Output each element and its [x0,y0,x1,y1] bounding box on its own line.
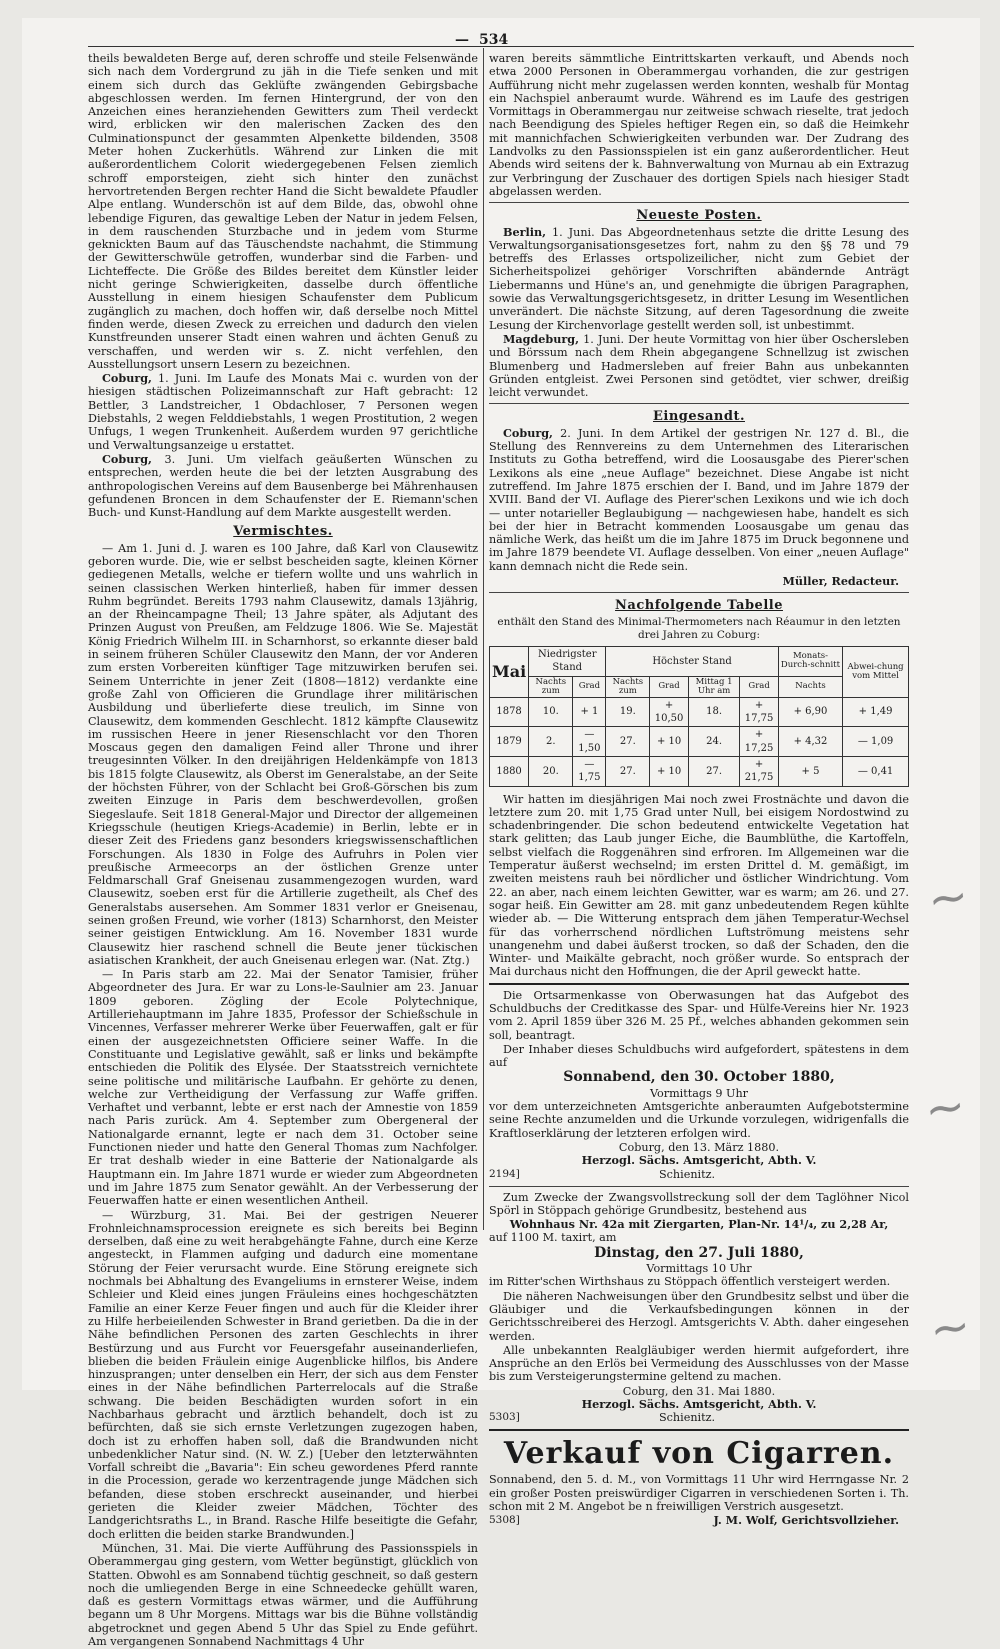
table-title: Nachfolgende Tabelle [615,598,783,614]
pencil-mark: ~ [926,1297,974,1359]
notice-time: Vormittags 10 Uhr [646,1262,752,1276]
notice-text: auf 1100 M. taxirt, am [489,1231,617,1245]
weather-report: Wir hatten im diesjährigen Mai noch zwei Frostnächte und davon die letztere zum 20. mit 1,75 Grad unter Null, bei eisigem Nordostwind zu schadenbringender. Die schon bedeutend entwickelte Vegetation hat stark gelitten; das Laub junger Eiche, die Baumblüthe, die Kartoffeln, selbst vielfach die Roggenähren sind erfroren. Im Allgemeinen war die Temperatur äußerst wechselnd; im ersten Drittel d. M. gemäßigt, im zweiten meistens rauh bei nördlicher und östlicher Windrichtung. Vom 22. an aber, nach einem leichten Gewitter, war es warm; am 26. und 27. sogar heiß. Ein Gewitter am 28. mit ganz unbedeutendem Regen kühlte wieder ab. — Die Witterung entsprach dem jähen Temperatur-Wechsel für das vorherrschend nördlichen Luftströmung meistens sehr unangenehm und dabei äußerst trocken, so daß der Schaden, den die Winter- und Maikälte gebracht, noch größer wurde. So entsprach der Mai durchaus nicht den Hoffnungen, die der April geweckt hatte. [489,792,909,979]
ad-cigarren [489,1437,909,1528]
notice-date: Sonnabend, den 30. October 1880, [563,1069,835,1086]
table-cell: 20. [529,756,573,786]
ad-title: Verkauf von Cigarren. [503,1436,895,1472]
table-cell: — 1,09 [843,727,909,757]
notice-number: 5303] [489,1411,520,1424]
table-subheader: Nachts zum [529,676,573,697]
article-wuerzburg: — Würzburg, 31. Mai. Bei der gestrigen Neuerer Frohnleichnamsprocession ereignete es sich bereits bei Beginn derselben, daß eine zu weit herabgehängte Fahne, durch eine Kerze angesteckt, in Flammen aufging und dadurch eine momentane Störung der Feier verursacht wurde. Eine Störung ereignete sich nochmals bei Abhaltung des Evangeliums in ernsterer Weise, indem Schleier und Kleid eines jungen Fräuleins eines hochgeschätzten Familie an einer Kerze Feuer fingen und auch für die Kleider ihrer zu Hilfe herbeieilenden Schwester in Brand gerietben. Da die in der Nähe befindlichen Personen des zarten Geschlechts in ihrer Bestürzung und aus Furcht vor Feuersgefahr auseinanderliefen, blieben die beiden Fräulein einige Augenblicke hilflos, bis Andere hinzusprangen; unter denselben ein Herr, der sich aus dem Fenster eines in der Nähe befindlichen Parterrelocals auf die Straße schwang. Die beiden Beschädigten wurden sofort in ein Nachbarhaus gebracht und ärztlich behandelt, doch ist zu befürchten, daß sie sich ernste Verletzungen zugezogen haben, doch ist zu erhoffen haben soll, daß die Brandwunden nicht unbedenklicher Natur sind. (N. W. Z.) [Ueber den letzterwähnten Vorfall schreibt die „Bavaria": Ein scheu gewordenes Pferd rannte in die Procession, gerade wo kerzentragende junge Mädchen sich befanden, diese stoben erschreckt auseinander, und hierbei gerieten die Kleider zweier Mädchen, Töchter des Landgerichtsraths L., in Brand. Rasche Hilfe beseitigte die Gefahr, doch erlitten die beiden starke Brandwunden.] [88,1208,478,1541]
section-neueste-posten: Neueste Posten. [636,208,762,224]
notice-signature: Herzogl. Sächs. Amtsgericht, Abth. V. [581,1397,817,1412]
notice-aufgebot [489,989,909,1182]
divider [489,1429,909,1431]
left-column [88,52,478,1649]
table-cell: + 10 [650,756,688,786]
table-row [490,697,909,727]
column-separator [483,48,484,1230]
divider [489,202,909,203]
table-cell: + 10 [650,727,688,757]
table-subheader: Nachts zum [606,676,650,697]
divider [489,983,909,985]
ad-text: Sonnabend, den 5. d. M., von Vormittags 11 Uhr wird Herrngasse Nr. 2 ein großer Posten preiswürdiger Cigarren in verschiedenen Sorten i. Th. schon mit 2 M. Angebot be n freiwilligen Verstrich ausgesetzt. [489,1473,909,1513]
page-number: — 534 [455,32,509,48]
notice-official: Schienitz. [659,1411,716,1425]
section-eingesandt: Eingesandt. [653,409,745,425]
table-subheader: Nachts [778,676,842,697]
table-subheader: Grad [573,676,606,697]
table-cell: — 1,50 [573,727,606,757]
table-cell: 2. [529,727,573,757]
notice-text: vor dem unterzeichneten Amtsgerichte anberaumten Aufgebotstermine seine Rechte anzumelden und die Urkunde vorzulegen, widrigenfalls die Kraftloserklärung der letzteren erfolgen wird. [489,1100,909,1140]
notice-number: 2194] [489,1167,520,1180]
table-cell: — 0,41 [843,756,909,786]
table-header-dev: Abwei-chung vom Mittel [843,647,909,698]
notice-text: Zum Zwecke der Zwangsvollstreckung soll der dem Taglöhner Nicol Spörl in Stöppach gehörige Grundbesitz, bestehend aus [489,1190,909,1217]
table-cell: 18. [688,697,740,727]
section-vermischtes: Vermischtes. [233,524,333,540]
notice-text: Die Ortsarmenkasse von Oberwasungen hat das Aufgebot des Schuldbuchs der Creditkasse des Spar- und Hülfe-Vereins hier Nr. 1923 vom 2. April 1859 über 326 M. 25 Pf., welches abhanden gekommen sein soll, beantragt. [489,988,909,1042]
table-cell: 24. [688,727,740,757]
notice-text: Der Inhaber dieses Schuldbuchs wird aufgefordert, spätestens in dem auf [489,1042,909,1070]
pencil-mark: ~ [924,867,972,929]
table-subheader: Grad [650,676,688,697]
article-clausewitz: — Am 1. Juni d. J. waren es 100 Jahre, daß Karl von Clausewitz geboren wurde. Die, wie er selbst bescheiden sagte, kleinen Körner gediegenen Metalls, welche er tiefern wollte und uns wahrlich in seinen classischen Werken hinterließ, haben für immer dessen Ruhm begründet. Bereits 1793 nahm Clausewitz, damals 13jährig, an der Rheincampagne Theil; 13 Jahre später, als Adjutant des Prinzen August von Preußen, am Feldzuge 1806. Wie Se. Majestät König Friedrich Wilhelm III. in Scharnhorst, so erkannte dieser bald in seinem früheren Schüler Clausewitz den Mann, der vor Anderen zum ersten Vorbereiten künftiger Tage mitzuwirken berufen sei. Seinem Unterrichte in jener Zeit (1808—1812) verdankte eine große Zahl von Officieren die Grundlage ihrer militärischen Ausbildung und überlieferte diese treulich, im Sinne von Clausewitz, dem kommenden Geschlecht. 1812 kämpfte Clausewitz im russischen Heere in jener Riesenschlacht vor den Thoren Moscaus gegen den damaligen Feind aller Throne und ihrer treugesinnten Völker. In den dreijährigen Heldenkämpfe von 1813 bis 1815 folgte Clausewitz, als Oberst im Generalstabe, an der Seite der höchsten Führer, von der Schlacht bei Groß-Görschen bis zum zweiten Einzuge in Paris dem beschwerdevollen, großen Siegeslaufe. Seit 1818 General-Major und Director der allgemeinen Kriegsschule (heutigen Kriegs-Academie) in Berlin, lebte er in dieser Zeit des Friedens ganz besonders kriegswissenschaftlichen Forschungen. Als 1830 in Folge des Aufruhrs in Polen vier preußische Armeecorps an der östlichen Grenze unter Feldmarschall Graf Gneisenau zusammengezogen wurden, ward Clausewitz, soeben erst für die Artillerie zugetheilt, als Chef des Generalstabs ausersehen. Am Sommer 1831 verlor er Gneisenau, seinen großen Freund, wie vorher (1813) Scharnhorst, den Meister seiner geistigen Entwicklung. Am 16. November 1831 wurde Clausewitz hier raschend schnell die Beute jener tückischen asiatischen Krankheit, der auch Gneisenau erlegen war. (Nat. Ztg.) [88,541,478,967]
notice-signature: Herzogl. Sächs. Amtsgericht, Abth. V. [581,1153,817,1168]
table-cell: + 1 [573,697,606,727]
notice-text: im Ritter'schen Wirthshaus zu Stöppach öffentlich versteigert werden. [489,1275,891,1289]
temperature-table [489,646,909,786]
article-muenchen: München, 31. Mai. Die vierte Aufführung des Passionsspiels in Oberammergau ging gestern, vom Wetter begünstigt, glücklich von Statten. Obwohl es am Sonnabend tüchtig geschneit, so daß gestern noch die umliegenden Berge in eine Schneedecke gehüllt waren, daß es gestern Vormittags etwas wärmer, und die Aufführung begann um 8 Uhr Morgens. Mittags war bis die Bühne vollständig abgetrocknet und gegen Abend 5 Uhr das Spiel zu Ende geführt. Am vergangenen Sonnabend Nachmittags 4 Uhr [88,1541,478,1649]
table-body [490,697,909,786]
article-oberammergau-cont: waren bereits sämmtliche Eintrittskarten verkauft, und Abends noch etwa 2000 Personen in Oberammergau vorhanden, die zur gestrigen Aufführung nicht mehr zugelassen werden konnten, weshalb für Montag ein Nachspiel anberaumt wurde. Während es im Laufe des gestrigen Vormittags in Oberammergau nur zeitweise schwach rieselte, trat jedoch nach Beendigung des Spieles heftiger Regen ein, so daß die Heimkehr mit mannichfachen Schwierigkeiten verbunden war. Der Zudrang des Landvolks zu den Passionsspielen ist ein ganz außerordentlicher. Heut Abends wird seitens der k. Bahnverwaltung von Murnau ab ein Extrazug zur Verbringung der Zuschauer des dortigen Spiels nach hiesiger Stadt abgelassen werden. [489,52,909,198]
notice-text: Alle unbekannten Realgläubiger werden hiermit aufgefordert, ihre Ansprüche an den Erlös bei Vermeidung des Ausschlusses von der Masse bis zum Versteigerungstermine geltend zu machen. [489,1343,909,1384]
news-coburg-1: Coburg, 1. Juni. Im Laufe des Monats Mai c. wurden von der hiesigen städtischen Polizeimannschaft zur Haft gebracht: 12 Bettler, 3 Landstreicher, 1 Obdachloser, 7 Personen wegen Diebstahls, 2 wegen Felddiebstahls, 1 wegen Prostitution, 2 wegen Unfugs, 1 wegen Trunkenheit. Außerdem wurden 97 gerichtliche und Verwaltungsanzeige u erstattet. [88,371,479,452]
table-cell: + 17,25 [740,727,778,757]
right-column [489,52,909,1528]
table-cell: + 5 [778,756,842,786]
notice-date: Dinstag, den 27. Juli 1880, [594,1244,804,1261]
table-cell: 1880 [490,756,529,786]
news-magdeburg: Magdeburg, 1. Juni. Der heute Vormittag von hier über Oschersleben und Börssum nach dem Rhein abgegangene Schnellzug ist zwischen Blumenberg und Hadmersleben auf freier Bahn aus unbekannten Gründen entgleist. Zwei Personen sind getödtet, vier schwer, dreißig leicht verwundet. [489,331,909,400]
divider [489,592,909,593]
table-cell: 1879 [490,727,529,757]
article-tamisier: — In Paris starb am 22. Mai der Senator Tamisier, früher Abgeordneter des Jura. Er war zu Lons-le-Saulnier am 23. Januar 1809 geboren. Zögling der Ecole Polytechnique, Artilleriehauptmann im Jahre 1835, Professor der Schießschule in Vincennes, Verfasser mehrerer Werke über Feuerwaffen, galt er für einen der ausgezeichnetsten Officiere seiner Waffe. In die Constituante und Legislative gewählt, saß er links und bekämpfte entschieden die Politik des Elysée. Der Staatsstreich vernichtete seine politische und militärische Laufbahn. Er gehörte zu denen, welche zur Vertheidigung der Verfassung zur Waffe griffen. Verhaftet und verbannt, lebte er erst nach der Amnestie von 1859 nach Paris zurück. Am 4. September zum Obergeneral der Nationalgarde ernannt, legte er nach dem 31. October seine Functionen nieder und hatte den General Thomas zum Nachfolger. Er trat deshalb wieder in eine Batterie der Nationalgarde als Hauptmann ein. Im Jahre 1871 wurde er wieder zum Abgeordneten und im Jahre 1875 zum Senator gewählt. An der Verbesserung der Feuerwaffen hatte er einen wesentlichen Antheil. [88,968,478,1208]
table-cell: + 10,50 [650,697,688,727]
notice-zwangsvollstreckung [489,1191,909,1426]
news-coburg-3: Coburg, 3. Juni. Um vielfach geäußerten Wünschen zu entsprechen, werden heute die bei der letzten Ausgrabung des anthropologischen Vereins auf dem Bausenberge bei Mährenhausen gefundenen Broncen in dem Schaufenster der E. Riemann'schen Buch- und Kunst-Handlung auf dem Markte ausgestellt werden. [88,451,478,520]
top-rule [88,46,914,47]
table-cell: 27. [606,727,650,757]
art-painting-text: theils bewaldeten Berge auf, deren schroffe und steile Felsenwände sich nach dem Vordergrund zu jäh in die Tiefe senken und mit einem sich durch das Geklüfte zwängenden Gebirgsbache abgeschlossen werden. Im fernen Hintergrund, der von den Anzeichen eines heranziehenden Gewitters zum Theil verdeckt wird, erblicken wir den malerischen Zacken des den Culminationspunct der gesammten Alpenkette bildenden, 3508 Meter hohen Zuckerhütls. Während zur Linken die mit außerordentlichem Colorit wiedergegebenen Felsen ziemlich schroff emporsteigen, zieht sich hinter den zunächst hervortretenden Bergen rechter Hand die Sicht bewaldete Pfaudler Alpe entlang. Wunderschön ist auf dem Bilde, das, obwohl ohne lebendige Figuren, das gewaltige Leben der Natur in jedem Felsen, in dem rauschenden Sturzbache und in jedem vom Sturme geknickten Baum auf das Täuschendste nachahmt, die Stimmung der Gewitterschwüle getroffen, wunderbar sind die Farben- und Lichteffecte. Die Größe des Bildes bereitet dem Künstler leider nicht geringe Schwierigkeiten, dasselbe durch öffentliche Ausstellung in einem hiesigen Schaufenster dem Publicum zugänglich zu machen, doch hoffen wir, daß derselbe noch Mittel finden werde, diesen Zweck zu erreichen und dadurch den vielen Kunstfreunden unserer Stadt einen wahren und ächten Genuß zu verschaffen, und werden wir s. Z. nicht verfehlen, den Ausstellungsort unsern Lesern zu bezeichnen. [88,52,478,371]
notice-property: Wohnhaus Nr. 42a mit Ziergarten, Plan-Nr. 14¹/₄, zu 2,28 Ar, [509,1217,889,1232]
table-cell: 27. [688,756,740,786]
table-row [490,756,909,786]
notice-place: Coburg, den 13. März 1880. [618,1140,780,1154]
table-cell: + 1,49 [843,697,909,727]
table-subheader: Grad [740,676,778,697]
news-berlin: Berlin, 1. Juni. Das Abgeordnetenhaus setzte die dritte Lesung des Verwaltungsorganisationsgesetzes fort, nahm zu den §§ 78 und 79 betreffs des Erlasses ortspolizeilicher, nicht zum Gebiet der Sicherheitspolizei gehöriger Vorschriften abändernde Anträgt Liebermanns und Hüne's an, und genehmigte die übrigen Paragraphen, sowie das Verwaltungsgerichtsgesetz, in dritter Lesung im Wesentlichen unverändert. Die nächste Sitzung, auf deren Tagesordnung die zweite Lesung der Kirchenvorlage gestellt werden soll, ist unbestimmt. [489,224,909,332]
table-cell: 27. [606,756,650,786]
table-cell: + 6,90 [778,697,842,727]
table-cell: 10. [529,697,573,727]
ad-number: 5308] [489,1514,520,1527]
table-header-min: Niedrigster Stand [529,647,606,677]
table-subtitle: enthält den Stand des Minimal-Thermometers nach Réaumur in den letzten drei Jahren zu Coburg: [497,615,901,641]
pencil-mark: ~ [921,1077,969,1139]
table-cell: — 1,75 [573,756,606,786]
divider [489,403,909,404]
notice-time: Vormittags 9 Uhr [649,1086,749,1100]
table-cell: 1878 [490,697,529,727]
letter-coburg: Coburg, 2. Juni. In dem Artikel der gestrigen Nr. 127 d. Bl., die Stellung des Rennvereins zu dem Unternehmen des Literarischen Instituts zu Gotha betreffend, wird die Loosausgabe des Pierer'schen Lexikons als eine „neue Auflage" bezeichnet. Diese Angabe ist nicht zutreffend. Im Jahre 1875 erschien der I. Band, und im Jahre 1879 der XVIII. Band der VI. Auflage des Pierer'schen Lexikons und wie ich doch — unter notarieller Beglaubigung — nachgewiesen habe, handelt es sich bei der hier in Betracht kommenden Loosausgabe um genau das nämliche Werk, das heißt um die im Jahre 1875 im Druck begonnene und im Jahre 1879 beendete VI. Auflage desselben. Von einer „neuen Auflage" kann demnach nicht die Rede sein. [489,425,909,573]
letter-signature: Müller, Redacteur. [782,573,899,588]
notice-place: Coburg, den 31. Mai 1880. [622,1384,776,1398]
table-cell: + 4,32 [778,727,842,757]
table-header-max: Höchster Stand [606,647,778,677]
table-cell: + 17,75 [740,697,778,727]
table-cell: 19. [606,697,650,727]
table-cell: + 21,75 [740,756,778,786]
table-header-mai: Mai [490,647,529,698]
notice-official: Schienitz. [659,1167,716,1181]
table-header-avg: Monats-Durch-schnitt [778,647,842,677]
table-subheader: Mittag 1 Uhr am [688,676,740,697]
ad-signature: J. M. Wolf, Gerichtsvollzieher. [713,1513,899,1528]
table-row [490,727,909,757]
notice-text: Die näheren Nachweisungen über den Grundbesitz selbst und über die Gläubiger und die Verkaufsbedingungen können in der Gerichtsschreiberei des Herzogl. Amtsgerichts V. Abth. daher eingesehen werden. [489,1289,909,1343]
divider [489,1186,909,1187]
